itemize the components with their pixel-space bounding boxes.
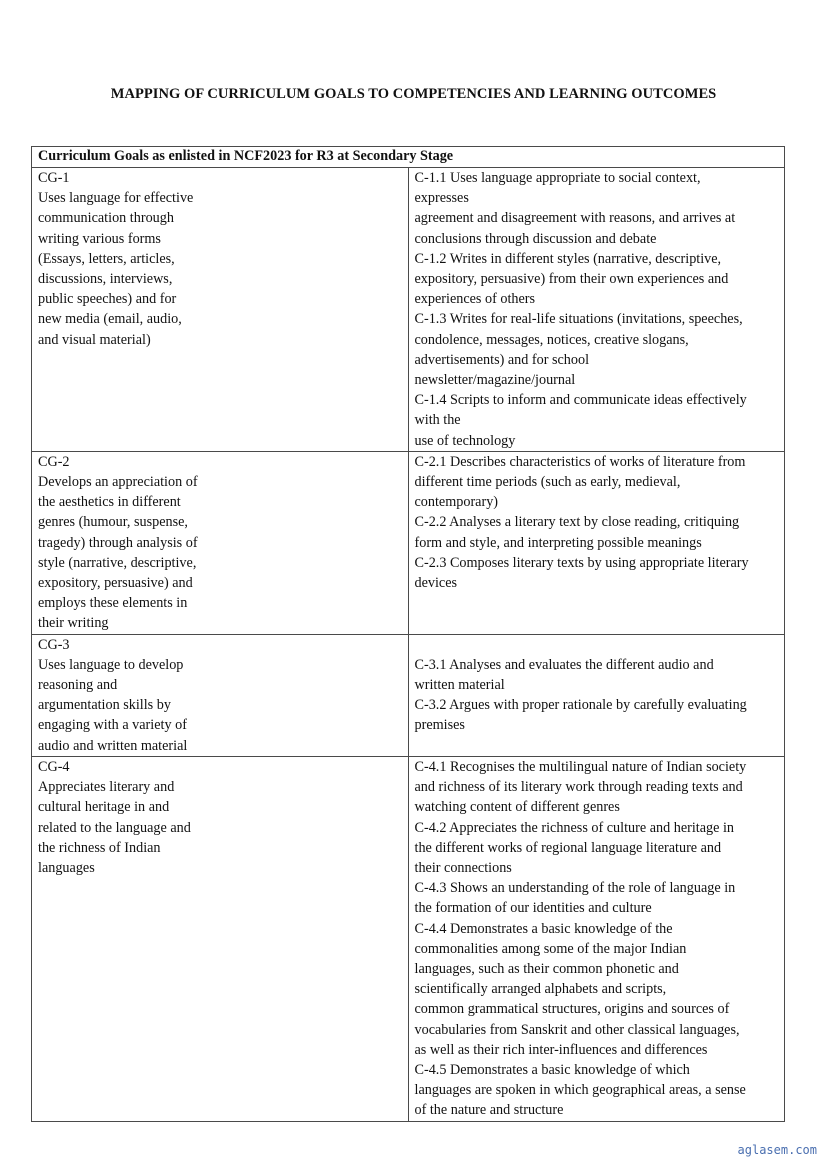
goal-line: new media (email, audio, [38, 311, 182, 328]
competency-line: C-1.2 Writes in different styles (narrative, descriptive, [414, 250, 722, 267]
goal-line: Uses language to develop [38, 656, 184, 673]
competency-line: the different works of regional language literature and [414, 839, 722, 856]
competency-line: different time periods (such as early, medieval, [414, 474, 681, 491]
competency-line: C-2.2 Analyses a literary text by close reading, critiquing [414, 514, 740, 531]
competency-line: devices [414, 575, 458, 592]
table-header: Curriculum Goals as enlisted in NCF2023 for R3 at Secondary Stage [32, 147, 785, 168]
goal-line: languages [38, 859, 95, 876]
table-row [32, 451, 785, 634]
watermark-text: aglasem.com [737, 1143, 817, 1157]
goal-line: CG-2 [38, 453, 70, 470]
competency-line: languages are spoken in which geographical areas, a sense [414, 1082, 746, 1099]
table-row [32, 168, 785, 452]
goal-line: communication through [38, 210, 174, 227]
table-row [32, 634, 785, 756]
table-row [32, 756, 785, 1121]
goal-line: discussions, interviews, [38, 271, 173, 288]
competency-line: condolence, messages, notices, creative slogans, [414, 331, 689, 348]
competency-line: and richness of its literary work through reading texts and [414, 779, 743, 796]
goal-line: cultural heritage in and [38, 799, 170, 816]
competency-line: premises [414, 717, 465, 734]
competency-line: experiences of others [414, 291, 536, 308]
curriculum-goals-table [31, 146, 785, 1122]
competency-line: as well as their rich inter-influences and differences [414, 1041, 708, 1058]
competency-line: C-1.4 Scripts to inform and communicate ideas effectively [414, 392, 747, 409]
competency-line: agreement and disagreement with reasons, and arrives at [414, 210, 736, 227]
competency-line: C-4.2 Appreciates the richness of culture and heritage in [414, 819, 735, 836]
competency-line: expository, persuasive) from their own experiences and [414, 271, 729, 288]
table-header-row [32, 147, 785, 168]
competency-line: C-2.1 Describes characteristics of works of literature from [414, 453, 746, 470]
competency-line: contemporary) [414, 494, 499, 511]
goal-line: (Essays, letters, articles, [38, 250, 175, 267]
competency-line: scientifically arranged alphabets and scripts, [414, 981, 667, 998]
goal-line: and visual material) [38, 331, 151, 348]
page-title: MAPPING OF CURRICULUM GOALS TO COMPETENCIES AND LEARNING OUTCOMES [110, 86, 717, 102]
goal-line: reasoning and [38, 677, 118, 694]
competency-cell [408, 756, 785, 1121]
goal-line: audio and written material [38, 737, 188, 754]
competency-line: with the [414, 412, 461, 429]
goal-line: Uses language for effective [38, 190, 194, 207]
goal-line: CG-3 [38, 636, 70, 653]
competency-line: use of technology [414, 432, 516, 449]
goal-line: the richness of Indian [38, 839, 161, 856]
competency-line: languages, such as their common phonetic and [414, 960, 679, 977]
goal-line: genres (humour, suspense, [38, 514, 188, 531]
competency-cell [408, 168, 785, 452]
competency-line: expresses [414, 190, 469, 207]
goal-line: Appreciates literary and [38, 779, 175, 796]
competency-line [415, 635, 779, 655]
competency-line: C-1.3 Writes for real-life situations (invitations, speeches, [414, 311, 743, 328]
goal-line: Develops an appreciation of [38, 474, 198, 491]
competency-line: C-2.3 Composes literary texts by using appropriate literary [414, 554, 749, 571]
competency-line: C-4.5 Demonstrates a basic knowledge of which [414, 1061, 690, 1078]
goal-line: CG-4 [38, 758, 70, 775]
competency-line: of the nature and structure [414, 1102, 564, 1119]
goal-line: employs these elements in [38, 595, 188, 612]
goal-line: public speeches) and for [38, 291, 177, 308]
competency-line: newsletter/magazine/journal [414, 372, 576, 389]
competency-line: advertisements) and for school [414, 351, 590, 368]
goal-line: style (narrative, descriptive, [38, 554, 197, 571]
competency-cell [408, 451, 785, 634]
competency-line: the formation of our identities and culture [414, 900, 652, 917]
competency-line: C-1.1 Uses language appropriate to social context, [414, 170, 701, 186]
competency-cell [408, 634, 785, 756]
competency-line: C-4.1 Recognises the multilingual nature of Indian society [414, 758, 747, 775]
competency-line: C-4.3 Shows an understanding of the role of language in [414, 880, 736, 897]
goal-cell [32, 756, 409, 1121]
competency-line: C-3.1 Analyses and evaluates the different audio and [414, 656, 714, 673]
goal-cell [32, 168, 409, 452]
goal-line: their writing [38, 615, 109, 632]
competency-line: C-4.4 Demonstrates a basic knowledge of the [414, 920, 673, 937]
competency-line: conclusions through discussion and debate [414, 230, 657, 247]
competency-line: commonalities among some of the major Indian [414, 940, 687, 957]
goal-cell [32, 451, 409, 634]
goal-cell [32, 634, 409, 756]
competency-line: form and style, and interpreting possible meanings [414, 534, 702, 551]
goal-line: related to the language and [38, 819, 191, 836]
competency-line: vocabularies from Sanskrit and other classical languages, [414, 1021, 740, 1038]
competency-line: written material [414, 677, 505, 694]
goal-line: expository, persuasive) and [38, 575, 193, 592]
competency-line: their connections [414, 859, 512, 876]
competency-line: watching content of different genres [414, 799, 620, 816]
competency-line: C-3.2 Argues with proper rationale by carefully evaluating [414, 697, 747, 714]
goal-line: writing various forms [38, 230, 161, 247]
competency-line: common grammatical structures, origins and sources of [414, 1001, 730, 1018]
goal-line: CG-1 [38, 170, 70, 186]
goal-line: the aesthetics in different [38, 494, 181, 511]
goal-line: argumentation skills by [38, 697, 171, 714]
goal-line: engaging with a variety of [38, 717, 187, 734]
goal-line: tragedy) through analysis of [38, 534, 198, 551]
